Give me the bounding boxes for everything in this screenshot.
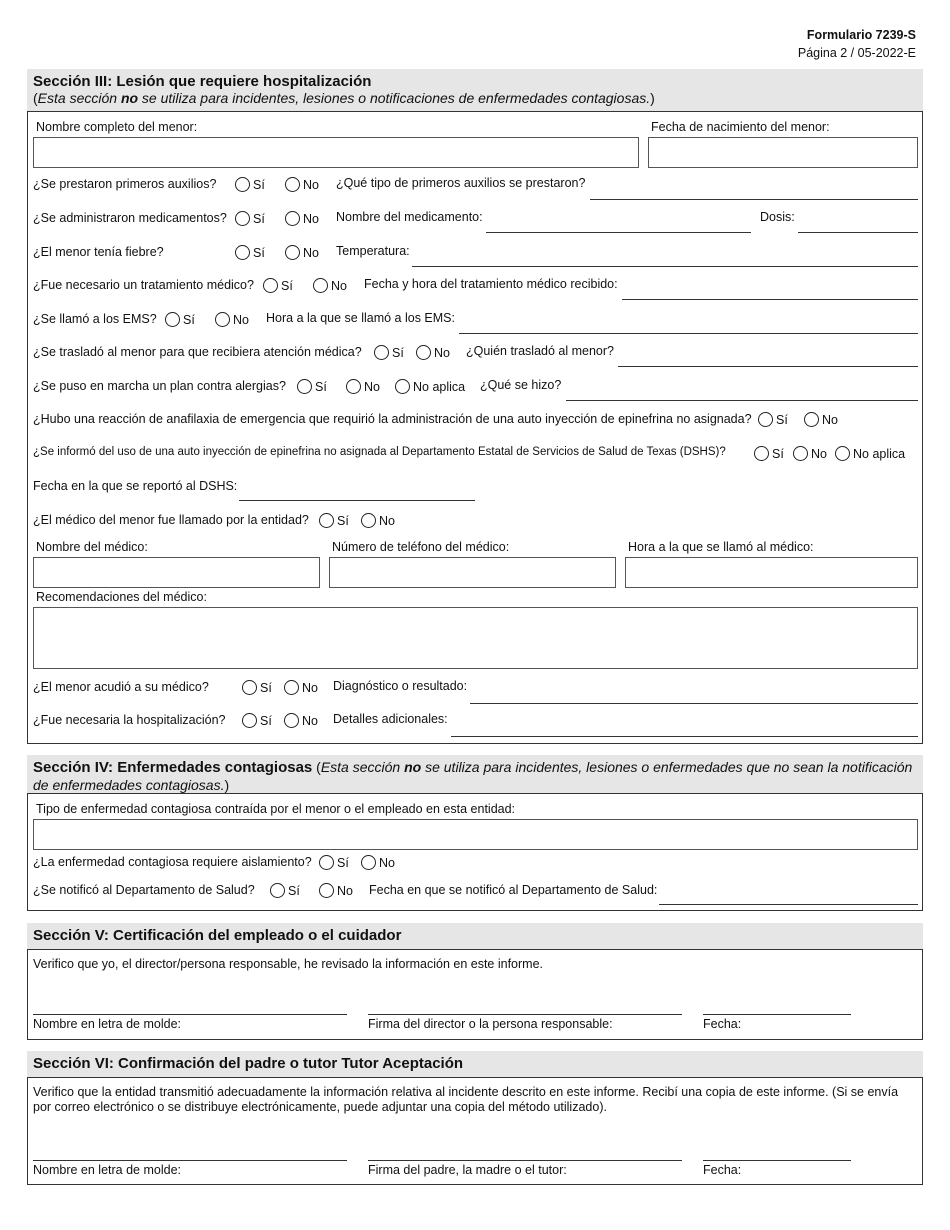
- doctor-called-question: ¿El médico del menor fue llamado por la entidad?: [33, 513, 309, 527]
- meds-no-radio[interactable]: No: [285, 211, 319, 226]
- diagnosis-label: Diagnóstico o resultado:: [333, 679, 468, 693]
- form-number: Formulario 7239-S: [806, 28, 916, 42]
- section-5-header: [27, 923, 923, 949]
- doctor-recs-label: Recomendaciones del médico:: [36, 590, 207, 604]
- health-dept-question: ¿Se notificó al Departamento de Salud?: [33, 883, 255, 897]
- transported-question: ¿Se trasladó al menor para que recibiera atención médica?: [33, 345, 362, 359]
- temperature-field[interactable]: [412, 266, 918, 267]
- dshs-yes-radio[interactable]: Sí: [754, 446, 784, 461]
- dshs-question: ¿Se informó del uso de una auto inyección de epinefrina no asignada al Departamento Estatal de Servicios de Salud de Texas (DSHS)?: [33, 446, 726, 458]
- doctor-time-label: Hora a la que se llamó al médico:: [628, 540, 814, 554]
- s6-signature-label: Firma del padre, la madre o el tutor:: [368, 1163, 567, 1177]
- section-3-title: Sección III: Lesión que requiere hospitalización: [33, 73, 372, 90]
- visited-doctor-question: ¿El menor acudió a su médico?: [33, 680, 209, 694]
- first-aid-question: ¿Se prestaron primeros auxilios?: [33, 177, 217, 191]
- disease-type-input[interactable]: [33, 819, 918, 850]
- section-6-box: [27, 1077, 923, 1185]
- first-aid-type-field[interactable]: [590, 199, 918, 200]
- additional-field[interactable]: [451, 736, 918, 737]
- ems-question: ¿Se llamó a los EMS?: [33, 312, 157, 326]
- allergy-plan-question: ¿Se puso en marcha un plan contra alergias?: [33, 379, 286, 393]
- additional-label: Detalles adicionales:: [333, 712, 448, 726]
- child-dob-label: Fecha de nacimiento del menor:: [651, 120, 830, 134]
- page-info: Página 2 / 05-2022-E: [797, 46, 916, 60]
- doctor-name-label: Nombre del médico:: [36, 540, 148, 554]
- section-3-header: [27, 69, 923, 111]
- allergy-plan-yes-radio[interactable]: Sí: [297, 379, 327, 394]
- dshs-date-field[interactable]: [239, 500, 475, 501]
- s6-print-name-label: Nombre en letra de molde:: [33, 1163, 181, 1177]
- transported-yes-radio[interactable]: Sí: [374, 345, 404, 360]
- health-dept-date-label: Fecha en que se notificó al Departamento de Salud:: [369, 883, 658, 897]
- section-4-box: [27, 793, 923, 911]
- s5-print-name-label: Nombre en letra de molde:: [33, 1017, 181, 1031]
- s6-print-name-field[interactable]: [33, 1160, 347, 1161]
- section-5-box: [27, 949, 923, 1040]
- ems-no-radio[interactable]: No: [215, 312, 249, 327]
- hospitalization-yes-radio[interactable]: Sí: [242, 713, 272, 728]
- doctor-called-no-radio[interactable]: No: [361, 513, 395, 528]
- fever-yes-radio[interactable]: Sí: [235, 245, 265, 260]
- doctor-phone-label: Número de teléfono del médico:: [332, 540, 510, 554]
- allergy-plan-na-radio[interactable]: No aplica: [395, 379, 465, 394]
- transported-no-radio[interactable]: No: [416, 345, 450, 360]
- temperature-label: Temperatura:: [336, 244, 410, 258]
- dshs-date-label: Fecha en la que se reportó al DSHS:: [33, 479, 238, 493]
- s5-print-name-field[interactable]: [33, 1014, 347, 1015]
- section-6-header: [27, 1051, 923, 1077]
- section-4-header: [27, 755, 923, 793]
- section-5-statement: Verifico que yo, el director/persona responsable, he revisado la información en este informe.: [33, 957, 544, 971]
- diagnosis-field[interactable]: [470, 703, 918, 704]
- treatment-yes-radio[interactable]: Sí: [263, 278, 293, 293]
- med-name-field[interactable]: [486, 232, 751, 233]
- s5-date-field[interactable]: [703, 1014, 851, 1015]
- section-5-title: Sección V: Certificación del empleado o el cuidador: [33, 927, 402, 944]
- first-aid-yes-radio[interactable]: Sí: [235, 177, 265, 192]
- who-transported-field[interactable]: [618, 366, 918, 367]
- health-dept-no-radio[interactable]: No: [319, 883, 353, 898]
- dshs-no-radio[interactable]: No: [793, 446, 827, 461]
- s6-date-label: Fecha:: [703, 1163, 742, 1177]
- health-dept-yes-radio[interactable]: Sí: [270, 883, 300, 898]
- doctor-recs-input[interactable]: [33, 607, 918, 669]
- doctor-name-input[interactable]: [33, 557, 320, 588]
- med-name-label: Nombre del medicamento:: [336, 210, 483, 224]
- meds-yes-radio[interactable]: Sí: [235, 211, 265, 226]
- who-transported-label: ¿Quién trasladó al menor?: [466, 344, 614, 358]
- first-aid-no-radio[interactable]: No: [285, 177, 319, 192]
- anaphylaxis-question: ¿Hubo una reacción de anafilaxia de emergencia que requirió la administración de una auto inyección de epinefrina no asignada?: [33, 412, 752, 426]
- ems-time-field[interactable]: [459, 333, 918, 334]
- what-done-label: ¿Qué se hizo?: [480, 378, 562, 392]
- child-dob-input[interactable]: [648, 137, 918, 168]
- visited-doctor-yes-radio[interactable]: Sí: [242, 680, 272, 695]
- health-dept-date-field[interactable]: [659, 904, 918, 905]
- treatment-datetime-field[interactable]: [622, 299, 918, 300]
- dose-field[interactable]: [798, 232, 918, 233]
- isolation-no-radio[interactable]: No: [361, 855, 395, 870]
- treatment-no-radio[interactable]: No: [313, 278, 347, 293]
- section-4-title: Sección IV: Enfermedades contagiosas: [33, 759, 313, 776]
- hospitalization-no-radio[interactable]: No: [284, 713, 318, 728]
- s5-signature-field[interactable]: [368, 1014, 682, 1015]
- isolation-question: ¿La enfermedad contagiosa requiere aislamiento?: [33, 855, 312, 869]
- section-4-note: (Esta sección no se utiliza para incidentes, lesiones o enfermedades que no sean la notificación de enfermedades contagiosas.): [33, 759, 913, 793]
- child-name-input[interactable]: [33, 137, 639, 168]
- section-3-note: (Esta sección no se utiliza para incidentes, lesiones o notificaciones de enfermedades contagiosas.): [33, 90, 655, 106]
- visited-doctor-no-radio[interactable]: No: [284, 680, 318, 695]
- treatment-question: ¿Fue necesario un tratamiento médico?: [33, 278, 254, 292]
- ems-yes-radio[interactable]: Sí: [165, 312, 195, 327]
- s5-date-label: Fecha:: [703, 1017, 742, 1031]
- s6-signature-field[interactable]: [368, 1160, 682, 1161]
- fever-no-radio[interactable]: No: [285, 245, 319, 260]
- child-name-label: Nombre completo del menor:: [36, 120, 198, 134]
- ems-time-label: Hora a la que se llamó a los EMS:: [266, 311, 455, 325]
- doctor-time-input[interactable]: [625, 557, 918, 588]
- section-6-statement: Verifico que la entidad transmitió adecuadamente la información relativa al incidente descrito en este informe. Recibí una copia de este informe. (Si se envía por correo electrónico o se distribuye electrónicamente, puede adjuntar una copia del método utilizado).: [33, 1085, 899, 1114]
- isolation-yes-radio[interactable]: Sí: [319, 855, 349, 870]
- first-aid-type-label: ¿Qué tipo de primeros auxilios se prestaron?: [336, 176, 586, 190]
- treatment-datetime-label: Fecha y hora del tratamiento médico recibido:: [364, 277, 618, 291]
- section-3-box: [27, 111, 923, 744]
- s5-signature-label: Firma del director o la persona responsable:: [368, 1017, 613, 1031]
- doctor-phone-input[interactable]: [329, 557, 616, 588]
- what-done-field[interactable]: [566, 400, 918, 401]
- dose-label: Dosis:: [760, 210, 795, 224]
- allergy-plan-no-radio[interactable]: No: [346, 379, 380, 394]
- fever-question: ¿El menor tenía fiebre?: [33, 245, 164, 259]
- hospitalization-question: ¿Fue necesaria la hospitalización?: [33, 713, 226, 727]
- doctor-called-yes-radio[interactable]: Sí: [319, 513, 349, 528]
- meds-question: ¿Se administraron medicamentos?: [33, 211, 227, 225]
- dshs-na-radio[interactable]: No aplica: [835, 446, 905, 461]
- anaphylaxis-yes-radio[interactable]: Sí: [758, 412, 788, 427]
- anaphylaxis-no-radio[interactable]: No: [804, 412, 838, 427]
- disease-type-label: Tipo de enfermedad contagiosa contraída por el menor o el empleado en esta entidad:: [36, 802, 516, 816]
- s6-date-field[interactable]: [703, 1160, 851, 1161]
- section-6-title: Sección VI: Confirmación del padre o tutor Tutor Aceptación: [33, 1055, 464, 1072]
